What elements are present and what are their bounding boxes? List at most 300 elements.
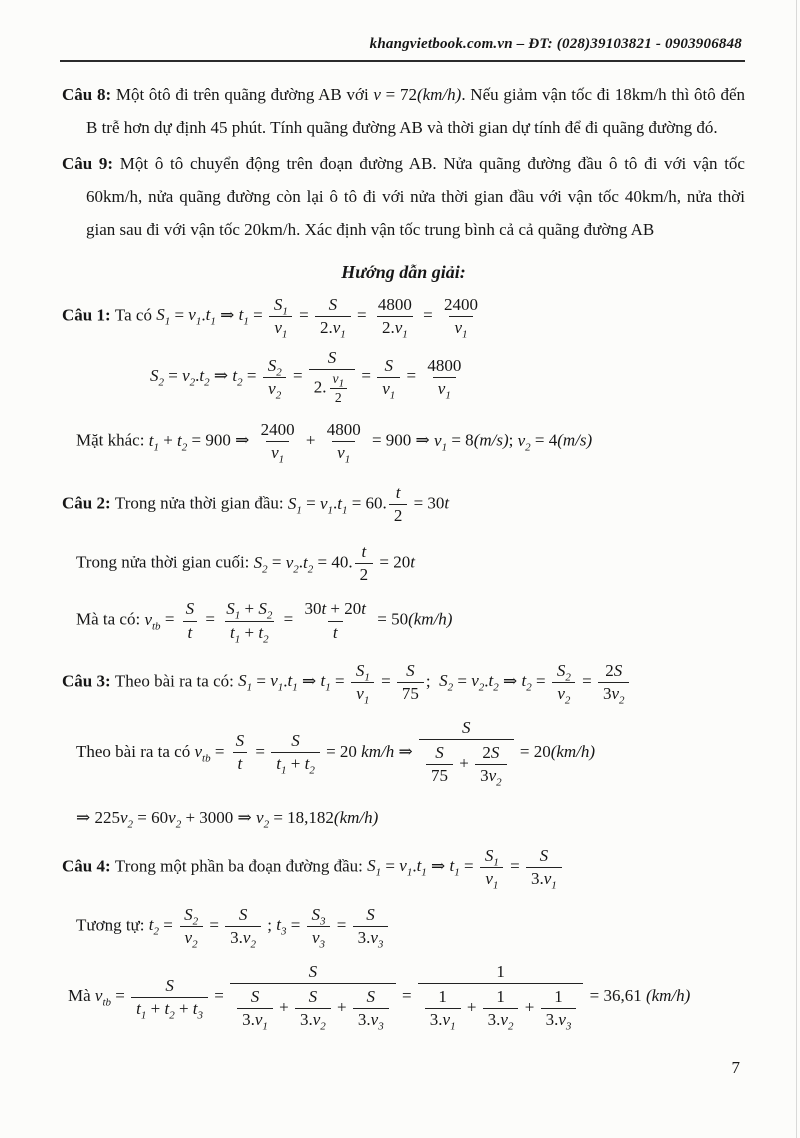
fraction [307,904,331,951]
text-run: 30 [304,599,322,619]
text-run: . [298,552,304,572]
math-variable: $v_1$ [399,856,413,879]
fraction [271,731,320,777]
subscript: 2 [493,681,499,694]
text-run: = [577,671,596,691]
math-variable: $v_2$ [312,1010,326,1033]
text-run: = [111,985,130,1005]
text-run: Trong nửa thời gian cuối: [76,552,254,572]
text-run: = [352,305,371,325]
math-variable: $S_2$ [184,904,199,928]
fraction [598,660,630,707]
subscript: 1 [375,866,382,879]
subscript: 2 [127,818,134,831]
text-run: = [170,305,189,325]
subscript: 1 [441,441,448,454]
fraction [373,295,417,341]
math-variable: t [361,599,366,619]
subscript: 1 [454,866,460,879]
math-variable: $v_2$ [256,807,270,831]
math-variable: $v_1$ [485,868,499,892]
text-run: 4800 [377,295,412,314]
text-run: Một ô tô chuyển động trên đoạn đường AB. Nửa quãng đường đầu ô tô đi với vận tốc 60km/h, nửa quãng đường còn lại ô tô đi với nửa thời gian đầu với vận tốc 40km/h, nửa thời gian sau đi với vận tốc 20km/h. Xác định vận tốc trung bình cả cả quãng đường AB [86,154,745,239]
math-variable: $v_1$ [274,318,288,341]
text-run: + [454,753,474,773]
math-variable: S [328,295,338,314]
math-variable: $t_1$ [416,856,427,879]
text-run: + [174,998,193,1018]
math-variable: t [237,754,243,774]
fraction [221,599,277,645]
text-run: = [376,671,395,691]
text-run: + [462,997,481,1017]
text-run: = 30 [409,493,445,513]
cau-2-line-2 [62,540,745,587]
subscript: 1 [195,315,202,328]
text-run: = [381,856,400,876]
math-variable: $v_1$ [337,443,351,466]
text-run: 3. [357,1010,371,1030]
fraction [439,295,483,341]
subscript: 2 [275,389,282,402]
fraction [309,348,355,406]
math-variable: $v_1$ [434,430,448,454]
subscript: 2 [618,694,625,707]
math-variable: $v_2$ [285,552,299,576]
math-variable: $v_2$ [242,927,256,951]
math-variable: $t_2$ [258,622,269,645]
fraction [526,845,562,892]
subscript: 2 [309,764,315,777]
cau-2-line-3 [62,597,745,644]
subscript: 1 [406,866,413,879]
fraction [397,661,424,704]
subscript: 1 [281,764,287,777]
subscript: 1 [364,670,370,683]
text-run: = [459,856,478,876]
math-variable: $S_1$ [355,660,370,683]
subscript: tb [152,620,161,633]
subscript: 2 [307,563,314,576]
math-variable: $t_2$ [521,671,532,694]
text-run: + [301,430,320,450]
subscript: 2 [496,776,502,789]
math-variable: $v_1$ [543,868,557,892]
text-run: Hướng dẫn giải: [341,262,466,282]
text-run: = 18,182 [269,807,334,827]
subscript: 2 [263,632,269,645]
text-run: Mặt khác: [76,430,149,450]
subscript: 1 [493,856,499,869]
subscript: 1 [296,504,302,517]
text-run: = [397,985,416,1005]
text-run: = [160,609,179,629]
text-run: = 36,61 [585,985,646,1005]
fraction [418,962,584,1032]
subscript: 2 [181,441,188,454]
math-variable: (km/h) [550,741,596,761]
text-run: + [332,997,351,1017]
subscript: 1 [278,453,285,466]
fraction [552,660,576,707]
math-variable: $v_2$ [517,430,531,454]
math-variable: S [308,987,318,1007]
subscript: 2 [250,938,256,951]
text-run: = 8 [447,430,474,450]
subscript: 1 [389,389,396,402]
text-run: ⇒ [215,305,239,325]
math-variable: S [235,731,245,751]
fraction [425,987,461,1033]
text-run: + [240,599,259,619]
fraction [355,542,374,585]
text-run: 4800 [326,420,361,440]
text-run: ⇒ [209,366,233,386]
fraction [419,718,514,788]
text-run: ; [508,430,518,450]
fraction [422,355,466,402]
subscript: 2 [175,818,182,831]
fraction [353,904,389,951]
fraction [131,976,208,1019]
text-run: = 900 ⇒ [187,430,254,450]
subscript: 2 [153,925,159,938]
text-run: = 900 ⇒ [367,430,435,450]
math-variable: $v_1$ [332,318,346,341]
document-content [0,62,800,1034]
math-variable: $v_2$ [488,765,502,789]
text-run: = 60 [133,807,169,827]
subscript: 1 [281,328,288,341]
text-run: 3. [230,927,243,947]
math-variable: $S_1$ [273,295,288,318]
text-run: + [274,997,293,1017]
math-variable: S [165,975,174,995]
text-run: = [201,609,220,629]
subscript: 3 [565,1020,572,1033]
math-variable: $v_3$ [312,927,326,951]
text-run: 1 [438,987,447,1007]
subscript: 2 [237,376,243,389]
text-run: ⇒ [394,741,417,761]
math-variable: $v_{tb}$ [94,985,112,1009]
math-variable: $t_1$ [148,430,159,454]
text-run: ⇒ [498,671,522,691]
subscript: 3 [319,938,326,951]
subscript: 3 [378,1020,384,1033]
subscript: 3 [197,1008,204,1021]
math-variable: $t_1$ [276,754,287,777]
subscript: 1 [325,681,331,694]
text-run: Trong một phần ba đoạn đường đầu: [114,856,368,876]
math-variable: $t_1$ [287,671,298,694]
math-variable: $S_2$ [556,660,571,683]
fraction [389,483,408,526]
text-run: ; [262,915,277,935]
fraction [225,904,261,951]
subscript: 1 [421,866,427,879]
text-run: 2 [359,565,369,585]
math-variable: $t_1$ [238,305,249,328]
subscript: 2 [192,938,198,951]
cau-2-line-1 [62,481,745,528]
text-run: 3. [300,1010,313,1030]
text-run: = [158,915,178,935]
text-run: 2 [334,390,342,406]
subscript: 2 [169,1008,175,1021]
math-variable: S [613,660,623,680]
text-run: 75 [430,765,448,785]
text-run: 2 [605,660,614,680]
subscript: 1 [262,1020,268,1033]
text-run: 2400 [443,295,478,314]
subscript: 2 [204,376,210,389]
text-run: = [418,305,437,325]
fraction [181,599,200,642]
text-run: = [164,366,183,386]
subscript: 1 [445,389,451,402]
text-run: Mà ta có: [76,609,145,629]
math-variable: $t_2$ [303,552,314,576]
text-run: = [531,671,550,691]
math-variable: $v_2$ [557,683,571,707]
math-variable: $t_1$ [449,856,460,879]
text-run: . [195,366,200,386]
math-variable: $v_1$ [442,1010,456,1033]
math-variable: $v_3$ [370,1010,384,1033]
subscript: 1 [344,453,351,466]
problem-cau-9 [62,147,745,246]
math-variable: S [462,717,471,737]
subscript: 2 [192,915,199,928]
text-run: . [201,305,206,325]
math-variable: $v_1$ [437,378,451,402]
cau-1-line-1 [62,293,745,340]
fraction [315,295,351,341]
math-variable: km/h [361,741,395,761]
text-run: . Nếu giảm vận tốc đi 18km/h thì ôtô đến B trễ hơn dự định 45 phút. Tính quãng đường AB và thời gian dự tính để đi quãng đường đó. [86,85,745,137]
subscript: 3 [377,938,384,951]
math-variable: t [410,552,415,572]
text-run: = 20 [321,741,362,761]
fraction [237,987,273,1033]
text-run: = [267,552,286,572]
math-variable: $S_1$ [484,845,499,869]
text-run: + 20 [326,599,362,619]
text-run: 3 [480,765,489,785]
math-variable: $v_3$ [370,927,384,951]
text-run: 3. [357,927,371,947]
text-run: = [453,671,472,691]
math-variable: $S_1$ [226,599,241,622]
subscript: 2 [263,818,270,831]
subscript: 2 [266,609,273,622]
math-variable: $v_2$ [471,671,485,694]
math-variable: $v_1$ [394,318,408,341]
text-run: 2. [320,318,333,338]
text-run: = [288,366,307,386]
subscript: 1 [234,632,241,645]
math-variable: t [361,542,367,562]
math-variable: $t_2$ [232,366,243,389]
math-variable: $v_3$ [558,1010,572,1033]
subscript: 2 [478,681,485,694]
math-variable: $v_1$ [356,683,370,707]
subscript: 2 [447,681,454,694]
math-variable: S [384,355,393,375]
math-variable: $v_2$ [611,683,625,707]
math-variable: $S_2$ [253,552,268,576]
math-variable: t [321,599,327,619]
text-run: 3. [242,1010,255,1030]
subscript: 2 [565,670,571,683]
fraction [475,742,507,789]
math-variable: S [539,845,549,865]
text-run: 75 [401,683,419,703]
text-run: 3 [602,683,612,703]
fraction [299,599,371,642]
subscript: 1 [140,1008,147,1021]
text-run: . [332,493,338,513]
math-variable: $v_{tb}$ [194,741,211,765]
math-variable: (km/h) [408,609,453,629]
math-variable: S [291,731,300,751]
math-variable: $t_3$ [192,998,204,1021]
math-variable: $S_2$ [150,366,164,389]
text-run: Ta có [114,305,157,325]
math-variable: $S_1$ [287,493,302,517]
math-variable: $v_1$ [188,305,202,328]
subscript: 1 [246,681,253,694]
math-variable: $v_1$ [382,378,396,402]
math-variable: t [332,622,338,642]
math-variable: $S_3$ [311,904,326,928]
fraction [480,845,504,892]
text-run: = 72 [380,85,417,104]
cau-4-line-2 [62,903,745,950]
fraction [483,987,519,1033]
fraction [353,987,389,1033]
math-variable: t [187,622,193,642]
cau-4-line-3 [62,960,745,1034]
text-run: . [283,671,288,691]
text-run: 1 [554,987,563,1007]
text-run: = [210,741,229,761]
fraction [263,355,287,402]
text-run: 2 [393,506,403,526]
text-run: 1 [496,987,505,1007]
subscript: 1 [402,328,408,341]
text-run: 4800 [427,355,462,375]
subscript: 1 [210,315,216,328]
text-run: + [146,998,165,1018]
subscript: 1 [462,328,468,341]
subscript: 3 [320,915,326,928]
text-run: Trong nửa thời gian đầu: [114,493,288,513]
math-variable: $v_2$ [184,927,198,951]
text-run: + [240,622,259,642]
subscript: 1 [327,504,333,517]
math-variable: $t_2$ [164,998,175,1021]
fraction [269,295,293,341]
text-run: = [294,305,313,325]
math-variable: $v_1$ [332,371,345,390]
fraction [179,904,203,951]
fraction [426,743,453,786]
text-run: + 3000 ⇒ [181,807,257,827]
math-variable: (km/h) [416,85,462,104]
math-variable: S [185,599,195,619]
text-run: = 20 [515,741,551,761]
cau-3-line-3 [62,807,745,831]
subscript: 1 [551,879,557,892]
subscript: 2 [525,441,531,454]
math-variable: S [490,742,500,762]
math-variable: $v_2$ [268,378,282,402]
subscript: 1 [243,315,249,328]
math-variable: S [366,987,376,1007]
text-run: 3. [487,1010,501,1030]
subscript: 1 [492,879,499,892]
text-run: + [286,754,305,774]
subscript: 1 [450,1020,456,1033]
subscript: 2 [526,681,532,694]
math-variable: S [366,904,375,924]
page-number: 7 [731,1058,740,1077]
math-variable: $S_2$ [439,671,454,694]
math-variable: $t_1$ [136,998,147,1021]
math-variable: S [238,904,248,924]
math-variable: $v_2$ [500,1010,514,1033]
math-variable: (km/h) [333,807,379,827]
math-variable: $t_2$ [488,671,499,694]
text-run: = 60. [347,493,387,513]
math-variable: $v_1$ [270,671,284,694]
math-variable: (m/s) [473,430,509,450]
text-run: = [301,493,320,513]
text-run: = [402,366,421,386]
text-run: ; [425,671,440,691]
subscript: 3 [280,925,287,938]
text-run: = [357,366,376,386]
text-run: = [332,915,351,935]
label-text: Câu 8: [62,85,116,104]
math-variable: $S_2$ [258,599,273,622]
text-run: ⇒ [426,856,450,876]
label-text: Câu 1: [62,305,115,325]
math-variable: $t_2$ [199,366,210,389]
text-run: . [412,856,417,876]
fraction [351,660,375,707]
math-variable: S [406,660,415,680]
text-run: = [505,856,524,876]
header-publisher-info: khangvietbook.com.vn – ĐT: (028)39103821 - 0903906848 [369,36,742,52]
fraction [256,420,300,466]
subscript: 1 [153,441,159,454]
math-variable: t [395,483,401,503]
text-run: Mà [68,985,95,1005]
text-run: 2 [482,742,491,762]
math-variable: $S_1$ [367,856,382,879]
text-run: 3. [545,1010,559,1030]
subscript: 2 [293,563,299,576]
text-run: = [252,671,271,691]
math-variable: $t_1$ [337,493,348,517]
subscript: 2 [276,365,282,378]
text-run: Theo bài ra ta có [76,741,195,761]
text-run: ⇒ 225 [76,807,120,827]
math-variable: $v_2$ [120,807,134,831]
